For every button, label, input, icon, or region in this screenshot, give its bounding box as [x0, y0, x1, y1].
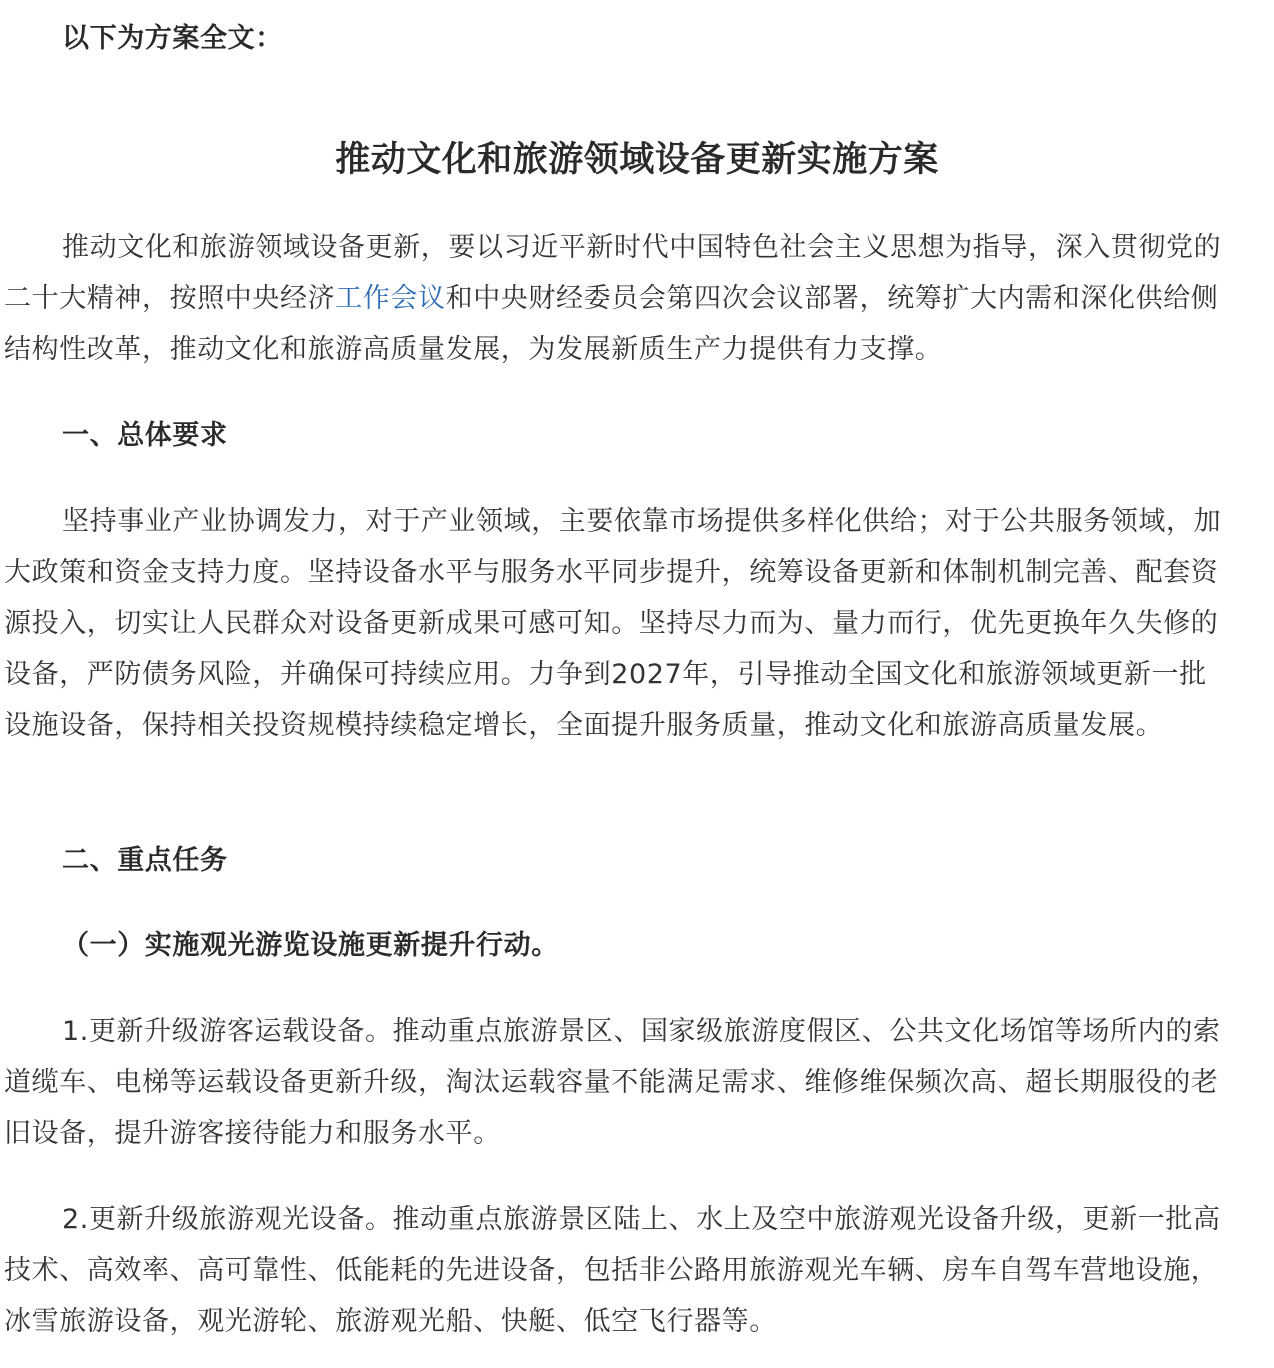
section1-heading: 一、总体要求	[62, 420, 228, 451]
section2-subheading: （一）实施观光游览设施更新提升行动。	[62, 930, 559, 961]
section2-heading: 二、重点任务	[62, 845, 228, 876]
section1-body: 坚持事业产业协调发力，对于产业领域，主要依靠市场提供多样化供给；对于公共服务领域，加大政策和资金支持力度。坚持设备水平与服务水平同步提升，统筹设备更新和体制机制完善、配套资源投入，切实让人民群众对设备更新成果可感可知。坚持尽力而为、量力而行，优先更换年久失修的设备，严防债务风险，并确保可持续应用。力争到2027年，引导推动全国文化和旅游领域更新一批设施设备，保持相关投资规模持续稳定增长，全面提升服务质量，推动文化和旅游高质量发展。	[4, 506, 1222, 741]
task-item-1: 1.更新升级游客运载设备。推动重点旅游景区、国家级旅游度假区、公共文化场馆等场所内的索道缆车、电梯等运载设备更新升级，淘汰运载容量不能满足需求、维修维保频次高、超长期服役的老旧设备，提升游客接待能力和服务水平。	[4, 1016, 1221, 1149]
document-title: 推动文化和旅游领域设备更新实施方案	[335, 140, 939, 180]
preamble-paragraph	[4, 222, 1228, 375]
preamble-text-after: 和中央财经委员会第四次会议部署，统筹扩大内需和深化供给侧结构性改革，推动文化和旅游高质量发展，为发展新质生产力提供有力支撑。	[4, 283, 1219, 365]
preamble-text-before: 推动文化和旅游领域设备更新，要以习近平新时代中国特色社会主义思想为指导，深入贯彻党的二十大精神，按照中央经济	[4, 232, 1222, 314]
intro-line: 以下为方案全文：	[62, 23, 283, 54]
task-item-2: 2.更新升级旅游观光设备。推动重点旅游景区陆上、水上及空中旅游观光设备升级，更新一批高技术、高效率、高可靠性、低能耗的先进设备，包括非公路用旅游观光车辆、房车自驾车营地设施，冰雪旅游设备，观光游轮、旅游观光船、快艇、低空飞行器等。	[4, 1204, 1221, 1337]
work-conference-link[interactable]: 工作会议	[335, 283, 446, 314]
